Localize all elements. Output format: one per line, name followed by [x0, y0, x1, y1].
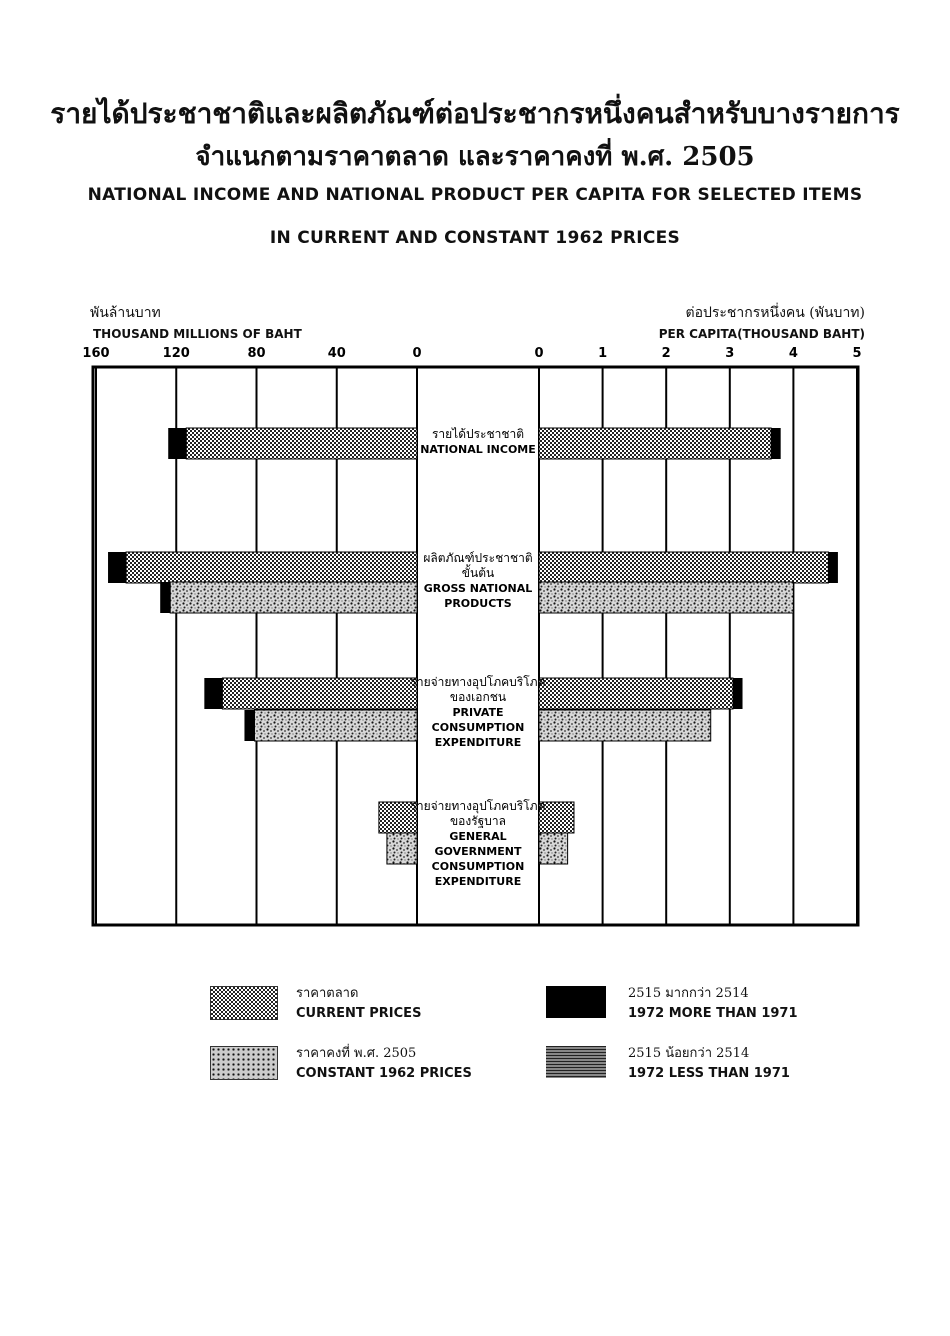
right-axis-tick-label: 3	[725, 346, 735, 361]
category-label-thai: รายได้ประชาชาติ	[431, 427, 525, 441]
current-prices-per-capita-increase-bar	[733, 678, 743, 709]
left-axis-tick-label: 0	[412, 346, 422, 361]
title-thai-line1: รายได้ประชาชาติและผลิตภัณฑ์ต่อประชากรหนึ่งคนสำหรับบางรายการ	[50, 97, 900, 130]
category-label: GOVERNMENT	[434, 845, 522, 858]
legend-label: CURRENT PRICES	[296, 1006, 422, 1021]
legend-label: 1972 MORE THAN 1971	[628, 1006, 798, 1021]
constant-prices-total-increase-bar	[244, 710, 254, 741]
constant-prices-per-capita-bar	[539, 710, 711, 741]
category-labels	[410, 426, 545, 892]
legend-label-thai: ราคาตลาด	[296, 986, 359, 1001]
constant-prices-total-increase-bar	[160, 582, 170, 613]
tick-labels	[82, 346, 861, 361]
right-axis-label: PER CAPITA(THOUSAND BAHT)	[658, 327, 865, 341]
left-axis-label: THOUSAND MILLIONS OF BAHT	[93, 327, 302, 341]
category-label: GENERAL	[449, 830, 507, 843]
legend-label-thai: 2515 น้อยกว่า 2514	[628, 1046, 750, 1061]
right-axis-tick-label: 5	[852, 346, 862, 361]
current-prices-per-capita-increase-bar	[828, 552, 838, 583]
title-english-line2: IN CURRENT AND CONSTANT 1962 PRICES	[269, 228, 681, 248]
constant-prices-per-capita-bar	[539, 582, 793, 613]
category-label: CONSUMPTION	[431, 860, 525, 873]
legend-label-thai: ราคาคงที่ พ.ศ. 2505	[296, 1046, 417, 1061]
category-label: PRIVATE	[452, 706, 504, 719]
current-prices-total-increase-bar	[168, 428, 186, 459]
constant-prices-total-bar	[254, 710, 417, 741]
current-prices-total-increase-bar	[204, 678, 222, 709]
legend-swatch-current	[210, 986, 278, 1020]
category-label-thai: รายจ่ายทางอุปโภคบริโภค	[410, 675, 546, 689]
category-label-thai: รายจ่ายทางอุปโภคบริโภค	[410, 799, 546, 813]
category-label: EXPENDITURE	[434, 736, 522, 749]
left-axis-label-thai: พันล้านบาท	[90, 305, 161, 321]
left-axis-tick-label: 120	[162, 346, 190, 361]
constant-prices-total-bar	[170, 582, 417, 613]
legend-label: 1972 LESS THAN 1971	[628, 1066, 790, 1081]
right-axis-tick-label: 2	[661, 346, 671, 361]
category-label: GROSS NATIONAL	[423, 582, 533, 595]
legend-swatch-more	[546, 986, 606, 1018]
right-axis-label-thai: ต่อประชากรหนึ่งคน (พันบาท)	[685, 305, 865, 321]
category-label-thai: ผลิตภัณฑ์ประชาชาติ	[423, 551, 533, 565]
current-prices-total-bar	[126, 552, 417, 583]
left-axis-tick-label: 160	[82, 346, 110, 361]
legend-swatch-constant	[210, 1046, 278, 1080]
current-prices-total-bar	[186, 428, 417, 459]
constant-prices-total-bar	[387, 833, 417, 864]
current-prices-per-capita-bar	[539, 678, 733, 709]
title-thai-line2: จำแนกตามราคาตลาด และราคาคงที่ พ.ศ. 2505	[195, 142, 755, 172]
current-prices-per-capita-increase-bar	[771, 428, 781, 459]
left-axis-tick-label: 40	[327, 346, 346, 361]
current-prices-total-bar	[222, 678, 417, 709]
category-label: PRODUCTS	[444, 597, 512, 610]
category-label-thai: ขั้นต้น	[461, 566, 495, 580]
right-axis-tick-label: 0	[534, 346, 544, 361]
category-label: NATIONAL INCOME	[420, 443, 536, 456]
right-axis-tick-label: 1	[598, 346, 608, 361]
legend-swatch-less	[546, 1046, 606, 1078]
category-label: CONSUMPTION	[431, 721, 525, 734]
legend-label: CONSTANT 1962 PRICES	[296, 1066, 472, 1081]
title-english-line1: NATIONAL INCOME AND NATIONAL PRODUCT PER CAPITA FOR SELECTED ITEMS	[87, 185, 863, 205]
legend-label-thai: 2515 มากกว่า 2514	[628, 986, 749, 1001]
current-prices-per-capita-bar	[539, 428, 771, 459]
category-label-thai: ของเอกชน	[449, 690, 507, 704]
right-axis-tick-label: 4	[788, 346, 798, 361]
current-prices-per-capita-bar	[539, 552, 828, 583]
current-prices-total-increase-bar	[108, 552, 126, 583]
constant-prices-per-capita-bar	[539, 833, 568, 864]
category-label-thai: ของรัฐบาล	[449, 814, 507, 828]
left-axis-tick-label: 80	[247, 346, 266, 361]
category-label: EXPENDITURE	[434, 875, 522, 888]
